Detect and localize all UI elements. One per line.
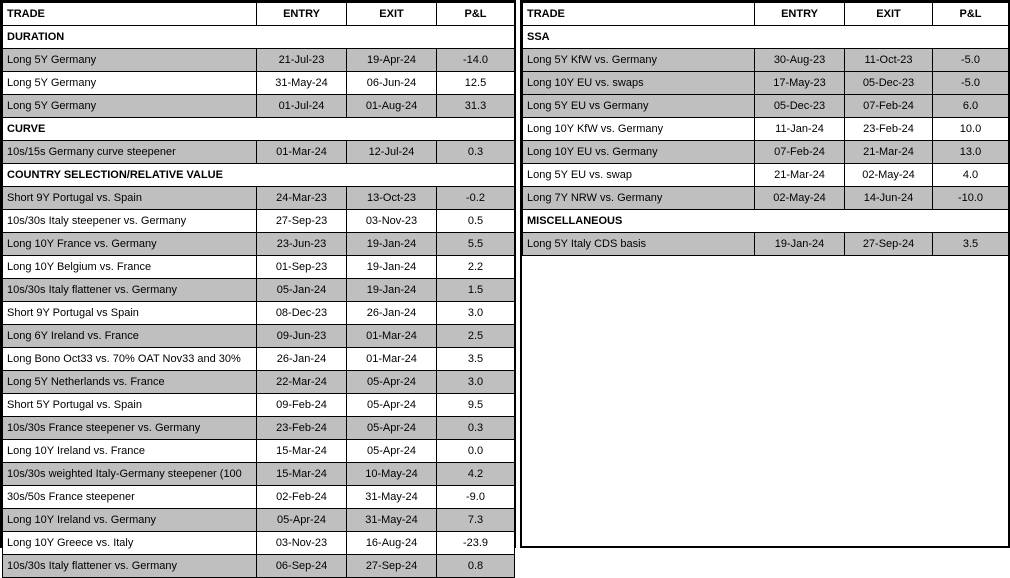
exit-date: 23-Feb-24 xyxy=(845,118,933,141)
table-row xyxy=(523,95,1009,118)
entry-date: 15-Mar-24 xyxy=(257,463,347,486)
section-title: MISCELLANEOUS xyxy=(523,210,1009,233)
exit-date: 16-Aug-24 xyxy=(347,532,437,555)
pl-value: 4.0 xyxy=(933,164,1009,187)
table-row xyxy=(3,555,515,578)
trade-name: Long 10Y Ireland vs. Germany xyxy=(3,509,257,532)
right-table-body xyxy=(523,3,1009,256)
exit-date: 05-Apr-24 xyxy=(347,371,437,394)
section-title: COUNTRY SELECTION/RELATIVE VALUE xyxy=(3,164,515,187)
pl-value: 7.3 xyxy=(437,509,515,532)
table-row xyxy=(3,302,515,325)
trade-name: Long 5Y Germany xyxy=(3,72,257,95)
table-row xyxy=(523,118,1009,141)
trade-name: Long 10Y France vs. Germany xyxy=(3,233,257,256)
column-header-trade: TRADE xyxy=(523,3,755,26)
entry-date: 24-Mar-23 xyxy=(257,187,347,210)
section-title: CURVE xyxy=(3,118,515,141)
entry-date: 02-Feb-24 xyxy=(257,486,347,509)
trade-name: Long 7Y NRW vs. Germany xyxy=(523,187,755,210)
trade-name: Long 5Y Germany xyxy=(3,95,257,118)
table-row xyxy=(3,256,515,279)
entry-date: 21-Jul-23 xyxy=(257,49,347,72)
section-title: DURATION xyxy=(3,26,515,49)
exit-date: 05-Apr-24 xyxy=(347,417,437,440)
trade-name: Long 5Y EU vs. swap xyxy=(523,164,755,187)
table-row xyxy=(523,164,1009,187)
column-header-pl: P&L xyxy=(437,3,515,26)
table-row xyxy=(3,532,515,555)
pl-value: -9.0 xyxy=(437,486,515,509)
section-header-row xyxy=(3,164,515,187)
table-row xyxy=(3,394,515,417)
table-row xyxy=(3,141,515,164)
table-row xyxy=(3,509,515,532)
exit-date: 14-Jun-24 xyxy=(845,187,933,210)
right-trade-table xyxy=(522,2,1009,256)
pl-value: -5.0 xyxy=(933,72,1009,95)
pl-value: 31.3 xyxy=(437,95,515,118)
table-row xyxy=(523,141,1009,164)
exit-date: 27-Sep-24 xyxy=(845,233,933,256)
table-row xyxy=(3,486,515,509)
section-header-row xyxy=(523,210,1009,233)
pl-value: 2.5 xyxy=(437,325,515,348)
pl-value: 6.0 xyxy=(933,95,1009,118)
table-row xyxy=(3,187,515,210)
column-header-exit: EXIT xyxy=(845,3,933,26)
entry-date: 07-Feb-24 xyxy=(755,141,845,164)
left-table-body xyxy=(3,3,515,578)
exit-date: 21-Mar-24 xyxy=(845,141,933,164)
exit-date: 02-May-24 xyxy=(845,164,933,187)
trade-name: 10s/30s Italy flattener vs. Germany xyxy=(3,279,257,302)
pl-value: 0.0 xyxy=(437,440,515,463)
trade-name: 30s/50s France steepener xyxy=(3,486,257,509)
entry-date: 27-Sep-23 xyxy=(257,210,347,233)
trade-name: Long Bono Oct33 vs. 70% OAT Nov33 and 30% xyxy=(3,348,257,371)
trade-name: 10s/30s weighted Italy-Germany steepener (100 xyxy=(3,463,257,486)
table-row xyxy=(3,371,515,394)
table-row xyxy=(523,233,1009,256)
exit-date: 27-Sep-24 xyxy=(347,555,437,578)
trade-name: 10s/30s France steepener vs. Germany xyxy=(3,417,257,440)
entry-date: 05-Dec-23 xyxy=(755,95,845,118)
entry-date: 31-May-24 xyxy=(257,72,347,95)
column-header-entry: ENTRY xyxy=(755,3,845,26)
table-row xyxy=(3,325,515,348)
pl-value: 0.8 xyxy=(437,555,515,578)
exit-date: 05-Apr-24 xyxy=(347,440,437,463)
table-row xyxy=(3,210,515,233)
exit-date: 01-Mar-24 xyxy=(347,348,437,371)
exit-date: 13-Oct-23 xyxy=(347,187,437,210)
table-row xyxy=(523,187,1009,210)
pl-value: -5.0 xyxy=(933,49,1009,72)
pl-value: 3.0 xyxy=(437,371,515,394)
section-header-row xyxy=(3,26,515,49)
pl-value: 3.5 xyxy=(437,348,515,371)
table-row xyxy=(523,72,1009,95)
section-header-row xyxy=(3,118,515,141)
exit-date: 11-Oct-23 xyxy=(845,49,933,72)
table-row xyxy=(3,72,515,95)
exit-date: 19-Jan-24 xyxy=(347,256,437,279)
exit-date: 31-May-24 xyxy=(347,486,437,509)
entry-date: 30-Aug-23 xyxy=(755,49,845,72)
entry-date: 06-Sep-24 xyxy=(257,555,347,578)
trade-name: Long 10Y EU vs. swaps xyxy=(523,72,755,95)
trade-name: Long 5Y Netherlands vs. France xyxy=(3,371,257,394)
entry-date: 05-Jan-24 xyxy=(257,279,347,302)
pl-value: 0.5 xyxy=(437,210,515,233)
table-row xyxy=(3,348,515,371)
entry-date: 22-Mar-24 xyxy=(257,371,347,394)
entry-date: 19-Jan-24 xyxy=(755,233,845,256)
exit-date: 19-Jan-24 xyxy=(347,279,437,302)
left-trade-table xyxy=(2,2,515,578)
trade-name: Long 10Y Belgium vs. France xyxy=(3,256,257,279)
trade-name: Long 10Y Ireland vs. France xyxy=(3,440,257,463)
exit-date: 10-May-24 xyxy=(347,463,437,486)
exit-date: 19-Apr-24 xyxy=(347,49,437,72)
pl-value: 0.3 xyxy=(437,141,515,164)
entry-date: 17-May-23 xyxy=(755,72,845,95)
entry-date: 03-Nov-23 xyxy=(257,532,347,555)
trade-name: Short 5Y Portugal vs. Spain xyxy=(3,394,257,417)
trade-name: Long 10Y Greece vs. Italy xyxy=(3,532,257,555)
entry-date: 23-Feb-24 xyxy=(257,417,347,440)
table-header-row xyxy=(523,3,1009,26)
exit-date: 01-Mar-24 xyxy=(347,325,437,348)
pl-value: 3.0 xyxy=(437,302,515,325)
entry-date: 02-May-24 xyxy=(755,187,845,210)
pl-value: 1.5 xyxy=(437,279,515,302)
entry-date: 08-Dec-23 xyxy=(257,302,347,325)
entry-date: 01-Jul-24 xyxy=(257,95,347,118)
exit-date: 19-Jan-24 xyxy=(347,233,437,256)
pl-value: 0.3 xyxy=(437,417,515,440)
pl-value: -0.2 xyxy=(437,187,515,210)
trade-name: Long 6Y Ireland vs. France xyxy=(3,325,257,348)
exit-date: 03-Nov-23 xyxy=(347,210,437,233)
pl-value: 2.2 xyxy=(437,256,515,279)
pl-value: 5.5 xyxy=(437,233,515,256)
trade-name: Long 5Y Italy CDS basis xyxy=(523,233,755,256)
entry-date: 09-Jun-23 xyxy=(257,325,347,348)
trade-name: Long 10Y EU vs. Germany xyxy=(523,141,755,164)
trade-name: 10s/30s Italy flattener vs. Germany xyxy=(3,555,257,578)
entry-date: 26-Jan-24 xyxy=(257,348,347,371)
entry-date: 09-Feb-24 xyxy=(257,394,347,417)
pl-value: -23.9 xyxy=(437,532,515,555)
column-header-exit: EXIT xyxy=(347,3,437,26)
column-header-pl: P&L xyxy=(933,3,1009,26)
entry-date: 23-Jun-23 xyxy=(257,233,347,256)
table-header-row xyxy=(3,3,515,26)
trade-name: Long 5Y EU vs Germany xyxy=(523,95,755,118)
section-title: SSA xyxy=(523,26,1009,49)
exit-date: 07-Feb-24 xyxy=(845,95,933,118)
exit-date: 06-Jun-24 xyxy=(347,72,437,95)
exit-date: 05-Apr-24 xyxy=(347,394,437,417)
exit-date: 26-Jan-24 xyxy=(347,302,437,325)
trade-name: Short 9Y Portugal vs. Spain xyxy=(3,187,257,210)
trade-name: Long 5Y KfW vs. Germany xyxy=(523,49,755,72)
pl-value: -10.0 xyxy=(933,187,1009,210)
trade-name: Long 5Y Germany xyxy=(3,49,257,72)
column-header-entry: ENTRY xyxy=(257,3,347,26)
table-row xyxy=(3,49,515,72)
pl-value: 4.2 xyxy=(437,463,515,486)
exit-date: 05-Dec-23 xyxy=(845,72,933,95)
table-row xyxy=(3,279,515,302)
trade-name: 10s/30s Italy steepener vs. Germany xyxy=(3,210,257,233)
entry-date: 21-Mar-24 xyxy=(755,164,845,187)
exit-date: 12-Jul-24 xyxy=(347,141,437,164)
trade-name: Short 9Y Portugal vs Spain xyxy=(3,302,257,325)
exit-date: 31-May-24 xyxy=(347,509,437,532)
section-header-row xyxy=(523,26,1009,49)
pl-value: 3.5 xyxy=(933,233,1009,256)
entry-date: 01-Sep-23 xyxy=(257,256,347,279)
table-row xyxy=(3,95,515,118)
pl-value: 9.5 xyxy=(437,394,515,417)
pl-value: 12.5 xyxy=(437,72,515,95)
entry-date: 01-Mar-24 xyxy=(257,141,347,164)
pl-value: 10.0 xyxy=(933,118,1009,141)
right-trade-panel xyxy=(520,0,1010,548)
entry-date: 15-Mar-24 xyxy=(257,440,347,463)
pl-value: -14.0 xyxy=(437,49,515,72)
pl-value: 13.0 xyxy=(933,141,1009,164)
trade-name: Long 10Y KfW vs. Germany xyxy=(523,118,755,141)
trade-name: 10s/15s Germany curve steepener xyxy=(3,141,257,164)
table-row xyxy=(3,463,515,486)
table-row xyxy=(3,417,515,440)
table-row xyxy=(3,233,515,256)
entry-date: 11-Jan-24 xyxy=(755,118,845,141)
table-row xyxy=(523,49,1009,72)
exit-date: 01-Aug-24 xyxy=(347,95,437,118)
table-row xyxy=(3,440,515,463)
entry-date: 05-Apr-24 xyxy=(257,509,347,532)
column-header-trade: TRADE xyxy=(3,3,257,26)
